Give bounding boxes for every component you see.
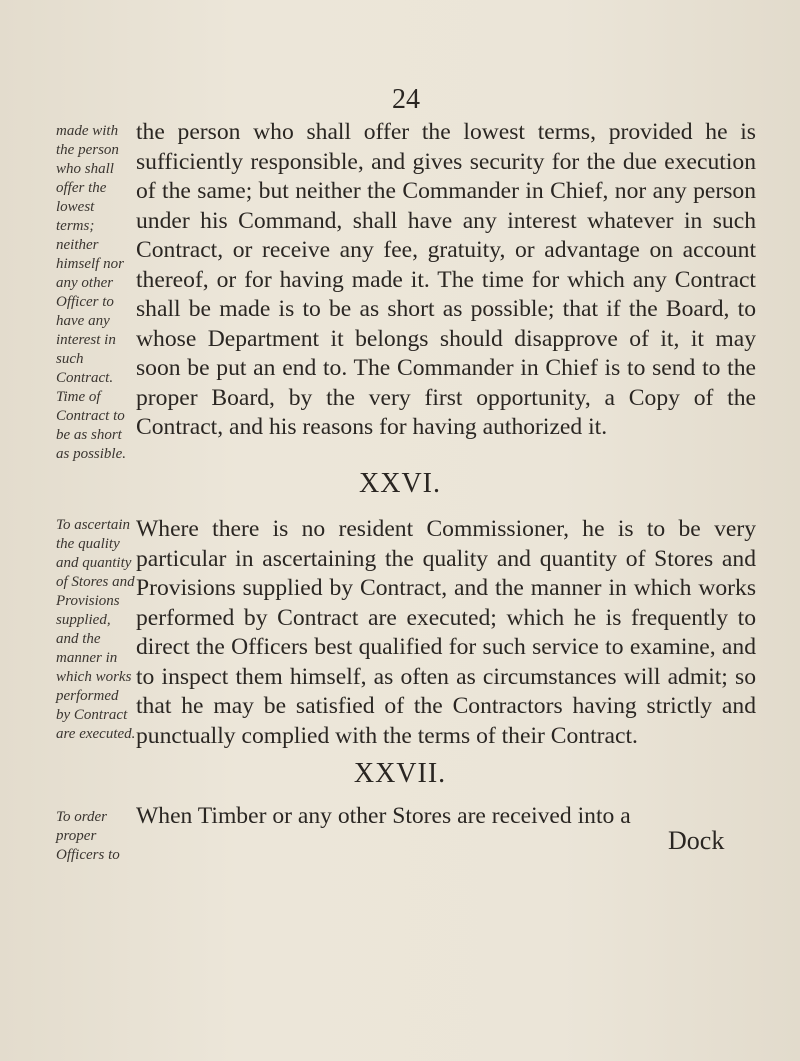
paragraph-timber-stores: When Timber or any other Stores are received into a [136,803,631,829]
margin-note-order-officers: To order proper Officers to [56,809,120,863]
section-heading-xxvi: XXVI. [359,468,441,499]
margin-note-contract: made with the person who shall offer the lowest terms; neither himself nor any other Officer to have any interest in such Contract. Time of Contract to be as short as possible. [56,123,127,462]
catchword: Dock [668,826,725,855]
paragraph-ascertain-stores: Where there is no resident Commissioner, he is to be very particular in ascertaining the quality and quantity of Stores and Provisions supplied by Contract, and the manner in which works performed by Contract are executed; which he is frequently to direct the Officers best qualified for such service to examine, and to inspect them himself, as often as circumstances will admit; so that he may be satisfied of the Contractors having strictly and punctually complied with the terms of their Contract. [136,516,756,749]
paragraph-contract-terms: the person who shall offer the lowest terms, provided he is sufficiently responsible, and gives security for the due execution of the same; but neither the Commander in Chief, nor any person under his Command, shall have any interest whatever in such Contract, or receive any fee, gratuity, or advantage on account thereof, or for having made it. The time for which any Contract shall be made is to be as short as possible; that if the Board, to whose Department it belongs should disapprove of it, it may soon be put an end to. The Commander in Chief is to send to the proper Board, by the very first opportunity, a Copy of the Contract, and his reasons for having authorized it. [136,119,756,440]
margin-note-ascertain: To ascertain the quality and quantity of Stores and Provisions supplied, and the manner in which works performed by Contract are executed. [56,517,136,742]
page-number: 24 [392,84,420,115]
section-heading-xxvii: XXVII. [353,758,447,789]
